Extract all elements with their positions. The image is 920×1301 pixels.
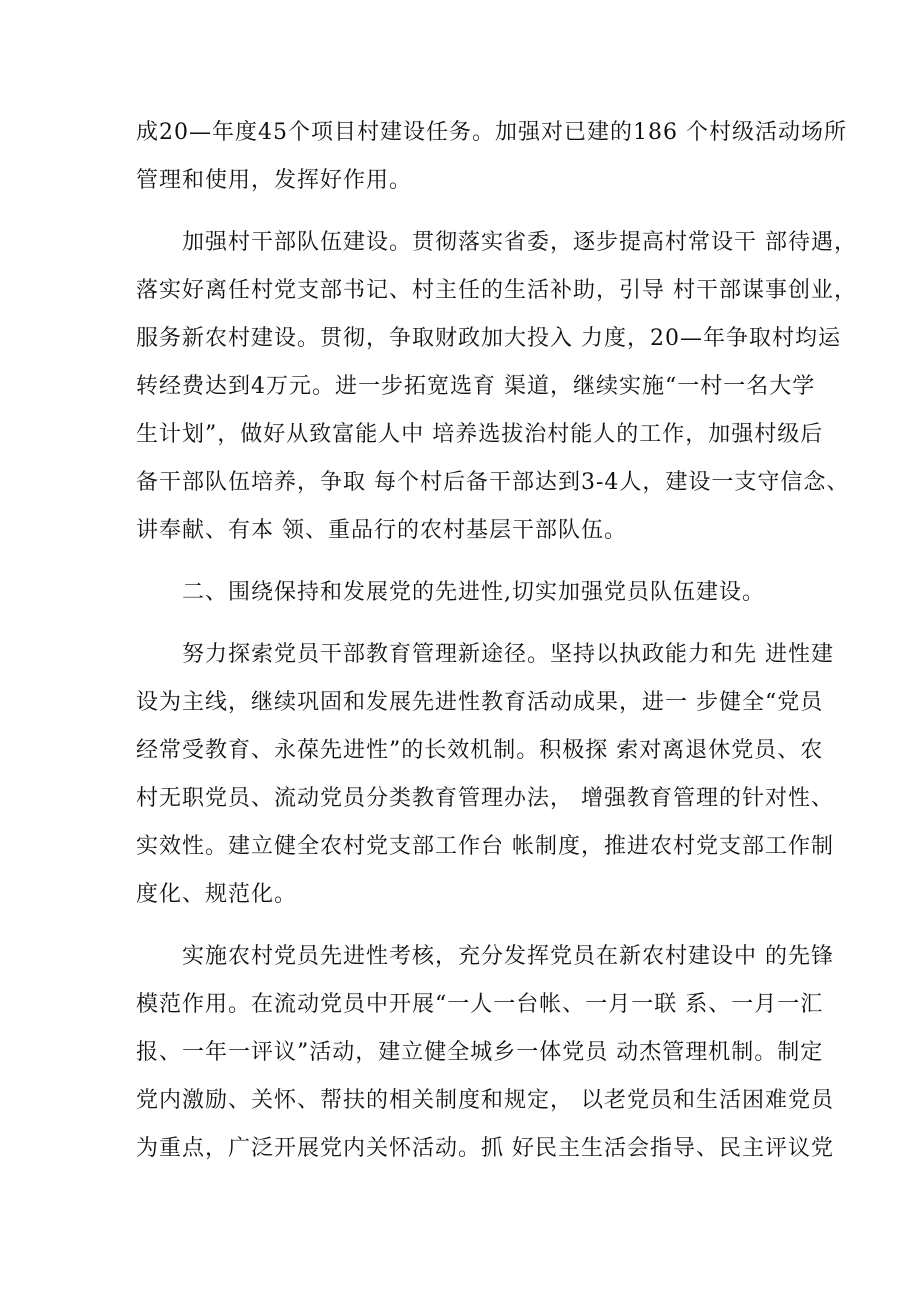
- paragraph-2-line-2: 落实好离任村党支部书记、村主任的生活补助，引导 村干部谋事创业，: [136, 278, 857, 303]
- paragraph-2-line-6: 备干部队伍培养，争取 每个村后备干部达到3-4人，建设一支守信念、: [136, 470, 850, 495]
- paragraph-1-line-1: 成20—年度45个项目村建设任务。加强对已建的186 个村级活动场所: [136, 120, 847, 145]
- paragraph-3-line-1: 努力探索党员干部教育管理新途径。坚持以执政能力和先 进性建: [182, 642, 834, 667]
- paragraph-3-line-4: 村无职党员、流动党员分类教育管理办法， 增强教育管理的针对性、: [136, 786, 834, 811]
- paragraph-3-line-2: 设为主线，继续巩固和发展先进性教育活动成果，进一 步健全“党员: [136, 690, 824, 715]
- paragraph-4-line-2: 模范作用。在流动党员中开展“一人一台帐、一月一联 系、一月一汇: [136, 992, 824, 1017]
- paragraph-3-line-6: 度化、规范化。: [136, 882, 298, 907]
- paragraph-2-line-3: 服务新农村建设。贯彻，争取财政加大投入 力度，20—年争取村均运: [136, 326, 841, 351]
- paragraph-4-line-1: 实施农村党员先进性考核，充分发挥党员在新农村建设中 的先锋: [182, 944, 834, 969]
- paragraph-2-line-5: 生计划”，做好从致富能人中 培养选拔治村能人的工作，加强村级后: [136, 422, 824, 447]
- section-heading: 二、围绕保持和发展党的先进性,切实加强党员队伍建设。: [182, 580, 765, 605]
- paragraph-4-line-5: 为重点，广泛开展党内关怀活动。抓 好民主生活会指导、民主评议党: [136, 1136, 834, 1161]
- paragraph-2-line-7: 讲奉献、有本 领、重品行的农村基层干部队伍。: [136, 518, 627, 543]
- paragraph-3-line-5: 实效性。建立健全农村党支部工作台 帐制度，推进农村党支部工作制: [136, 834, 834, 859]
- paragraph-4-line-3: 报、一年一评议”活动，建立健全城乡一体党员 动杰管理机制。制定: [136, 1040, 824, 1065]
- paragraph-1-line-2: 管理和使用，发挥好作用。: [136, 168, 413, 193]
- paragraph-2-line-1: 加强村干部队伍建设。贯彻落实省委，逐步提高村常设干 部待遇，: [182, 230, 857, 255]
- paragraph-2-line-4: 转经费达到4万元。进一步拓宽选育 渠道，继续实施“一村一名大学: [136, 374, 816, 399]
- paragraph-4-line-4: 党内激励、关怀、帮扶的相关制度和规定， 以老党员和生活困难党员: [136, 1088, 834, 1113]
- paragraph-3-line-3: 经常受教育、永葆先进性”的长效机制。积极探 索对离退休党员、农: [136, 738, 824, 763]
